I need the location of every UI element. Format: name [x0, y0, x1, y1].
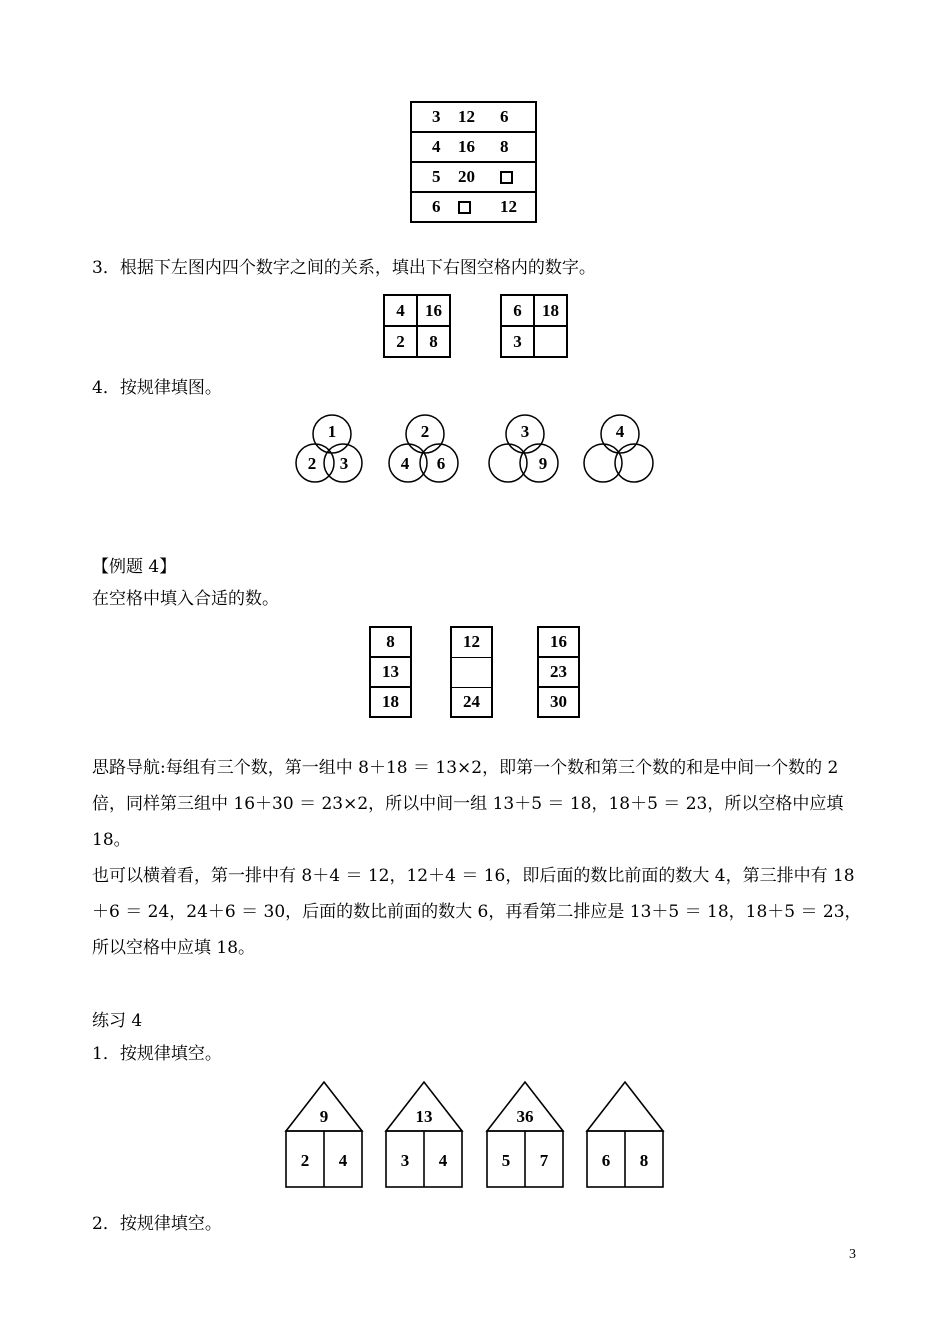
- grid-cell: 6: [501, 295, 534, 326]
- venn-top-number: 4: [615, 422, 625, 441]
- grid-cell: 18: [534, 295, 567, 326]
- solution-alternative: 也可以横着看，第一排中有 8＋4 ＝ 12，12＋4 ＝ 16，即后面的数比前面的数大 4，第三排中有 18＋6 ＝ 24，24＋6 ＝ 30，后面的数比前面的数大 6，再看第二排应是 13＋5 ＝ 18，18＋5 ＝ 23，所以空格中应填 18。: [92, 866, 862, 958]
- column-cell: 30: [538, 687, 579, 717]
- empty-column-cell: [451, 657, 492, 687]
- rule-table-row: [411, 132, 536, 162]
- cell: 12: [500, 197, 517, 216]
- venn-top-number: 1: [327, 422, 337, 441]
- house-left-number: 5: [501, 1151, 511, 1170]
- page-number: 3: [849, 1247, 856, 1262]
- house-left-number: 6: [601, 1151, 611, 1170]
- house-right-number: 8: [639, 1151, 649, 1170]
- cell: 8: [500, 137, 509, 156]
- venn-top-number: 2: [420, 422, 430, 441]
- house: [587, 1082, 663, 1187]
- cell: 6: [432, 197, 441, 216]
- house-roof: [587, 1082, 663, 1131]
- solution-analysis: 思路导航:每组有三个数，第一组中 8＋18 ＝ 13×2，即第一个数和第三个数的和是中间一个数的 2 倍，同样第三组中 16＋30 ＝ 23×2，所以中间一组 13＋5 ＝ 18，18＋5 ＝ 23，所以空格中应填 18。: [92, 758, 844, 850]
- venn-group: [389, 415, 458, 482]
- venn-circle-left: [584, 444, 622, 482]
- rule-table-row: [411, 192, 536, 222]
- number-column: [369, 626, 412, 718]
- question-3-text: 3．根据下左图内四个数字之间的关系，填出下右图空格内的数字。: [92, 258, 596, 278]
- grid-cell: 4: [384, 295, 417, 326]
- number-column: [537, 626, 580, 718]
- rule-table-row: [411, 102, 536, 132]
- venn-top-number: 3: [520, 422, 530, 441]
- example-4-heading: 【例题 4】: [92, 557, 177, 577]
- cell: 6: [500, 107, 509, 126]
- house-roof-number: 13: [415, 1107, 433, 1126]
- cell: 16: [458, 137, 475, 156]
- house-roof-number: 36: [516, 1107, 534, 1126]
- column-cell: 13: [370, 657, 411, 687]
- q3-right-grid: [500, 294, 568, 358]
- blank-square-box: [458, 201, 471, 214]
- house: [286, 1082, 362, 1187]
- example-4-prompt: 在空格中填入合适的数。: [92, 589, 279, 609]
- venn-circle-groups: [280, 410, 670, 490]
- blank-square: [500, 167, 513, 186]
- house-left-number: 2: [300, 1151, 310, 1170]
- q3-left-grid: [383, 294, 451, 358]
- grid-cell: 8: [417, 326, 450, 357]
- venn-group: [489, 415, 558, 482]
- cell: 4: [432, 137, 441, 156]
- cell: 5: [432, 167, 441, 186]
- venn-left-number: 2: [307, 454, 317, 473]
- blank-square: [458, 197, 500, 217]
- venn-right-number: 3: [339, 454, 349, 473]
- house-left-number: 3: [400, 1151, 410, 1170]
- number-column: [450, 626, 493, 718]
- house: [386, 1082, 462, 1187]
- column-cell: 24: [451, 687, 492, 717]
- house-roof-number: 9: [319, 1107, 329, 1126]
- rule-table-row: [411, 162, 536, 192]
- venn-group: [584, 415, 653, 482]
- house-right-number: 4: [338, 1151, 348, 1170]
- venn-circle-left: [489, 444, 527, 482]
- grid-cell: 16: [417, 295, 450, 326]
- blank-square-box: [500, 171, 513, 184]
- rule-table: [410, 101, 537, 223]
- house-right-number: 4: [438, 1151, 448, 1170]
- venn-right-number: 9: [538, 454, 548, 473]
- grid-cell: 2: [384, 326, 417, 357]
- column-cell: 23: [538, 657, 579, 687]
- venn-group: [296, 415, 362, 482]
- question-4-text: 4．按规律填图。: [92, 378, 222, 398]
- house-figures: [280, 1078, 670, 1193]
- practice-q2-text: 2．按规律填空。: [92, 1214, 222, 1234]
- practice-4-heading: 练习 4: [92, 1011, 143, 1031]
- column-cell: 8: [370, 627, 411, 657]
- empty-grid-cell: [534, 326, 567, 357]
- house-right-number: 7: [539, 1151, 549, 1170]
- grid-cell: 3: [501, 326, 534, 357]
- cell: 3: [432, 107, 441, 126]
- venn-circle-right: [615, 444, 653, 482]
- column-cell: 18: [370, 687, 411, 717]
- cell: 20: [458, 167, 475, 186]
- column-cell: 16: [538, 627, 579, 657]
- practice-q1-text: 1．按规律填空。: [92, 1044, 222, 1064]
- venn-left-number: 4: [400, 454, 410, 473]
- venn-right-number: 6: [436, 454, 446, 473]
- house: [487, 1082, 563, 1187]
- cell: 12: [458, 107, 475, 126]
- column-cell: 12: [451, 627, 492, 657]
